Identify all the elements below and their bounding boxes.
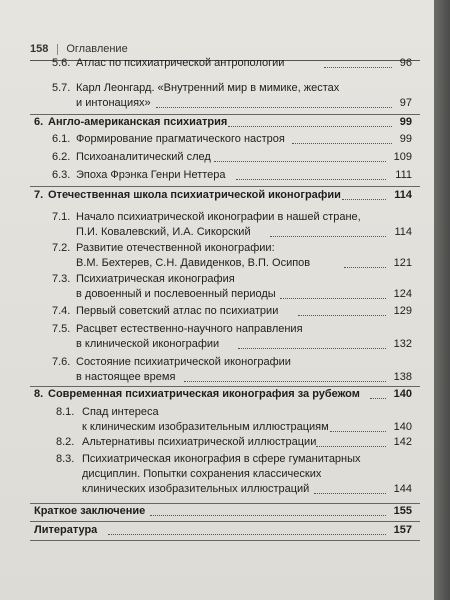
entry-number: 7.6. xyxy=(52,356,71,368)
dot-leader xyxy=(108,533,386,535)
entry-title-line-1: Спад интереса xyxy=(82,406,159,418)
entry-title-line-2: в настоящее время xyxy=(76,371,176,383)
entry-title: Первый советский атлас по психиатрии xyxy=(76,305,279,317)
entry-number: 7.3. xyxy=(52,273,71,285)
section-divider xyxy=(30,186,420,187)
entry-number: 6.3. xyxy=(52,169,71,181)
entry-title-line-1: Состояние психиатрической иконографии xyxy=(76,356,291,368)
entry-page: 132 xyxy=(393,338,412,350)
entry-title-line-1: Развитие отечественной иконографии: xyxy=(76,242,275,254)
entry-title-line-1: Начало психиатрической иконографии в нашей стране, xyxy=(76,211,361,223)
chapter-page: 99 xyxy=(399,116,412,128)
entry-number: 6.2. xyxy=(52,151,71,163)
header-page-number: 158 xyxy=(30,43,49,55)
section-divider xyxy=(30,386,420,387)
entry-title-line-2: П.И. Ковалевский, И.А. Сикорский xyxy=(76,226,251,238)
dot-leader xyxy=(270,235,386,237)
entry-number: 7.1. xyxy=(52,211,71,223)
section-page: 157 xyxy=(393,524,412,536)
entry-title: Альтернативы психиатрической иллюстрации xyxy=(82,436,317,448)
chapter-page: 114 xyxy=(394,189,412,201)
entry-title-line-1: Психиатрическая иконография xyxy=(76,273,235,285)
entry-title: Эпоха Фрэнка Генри Неттера xyxy=(76,169,226,181)
chapter-number: 6. xyxy=(34,116,44,128)
entry-number: 5.6. xyxy=(52,57,71,69)
entry-number: 8.3. xyxy=(56,453,75,465)
entry-title-line-2: в довоенный и послевоенный периоды xyxy=(76,288,276,300)
dot-leader xyxy=(214,160,386,162)
dot-leader xyxy=(150,514,386,516)
entry-title-line-1: Карл Леонгард. «Внутренний мир в мимике, жестах xyxy=(76,82,340,94)
entry-title-line-1: Расцвет естественно-научного направления xyxy=(76,323,303,335)
entry-number: 7.5. xyxy=(52,323,71,335)
entry-title-line-2: к клиническим изобразительным иллюстрациям xyxy=(82,421,329,433)
entry-page: 121 xyxy=(393,257,412,269)
dot-leader xyxy=(184,380,386,382)
dot-leader xyxy=(280,297,386,299)
section-divider xyxy=(30,114,420,115)
entry-title-line-2: и интонациях» xyxy=(76,97,151,109)
entry-number: 6.1. xyxy=(52,133,71,145)
entry-title-line-1: Психиатрическая иконография в сфере гуманитарных xyxy=(82,453,361,465)
entry-title-line-2: дисциплин. Попытки сохранения классических xyxy=(82,468,322,480)
entry-number: 8.2. xyxy=(56,436,75,448)
entry-title-line-3: клинических изобразительных иллюстраций xyxy=(82,483,310,495)
dot-leader xyxy=(324,66,392,68)
entry-title-line-2: в клинической иконографии xyxy=(76,338,220,350)
entry-title: Атлас по психиатрической антропологии xyxy=(76,57,285,69)
dot-leader xyxy=(298,314,386,316)
entry-page: 144 xyxy=(393,483,412,495)
section-title: Литература xyxy=(34,524,98,536)
section-divider xyxy=(30,503,420,504)
dot-leader xyxy=(236,178,386,180)
book-spine-shadow xyxy=(434,0,450,600)
dot-leader xyxy=(292,142,392,144)
section-divider xyxy=(30,521,420,522)
entry-page: 97 xyxy=(399,97,412,109)
entry-number: 5.7. xyxy=(52,82,71,94)
dot-leader xyxy=(156,106,392,108)
chapter-title: Отечественная школа психиатрической иконографии xyxy=(48,189,341,201)
dot-leader xyxy=(370,397,386,399)
entry-page: 140 xyxy=(393,421,412,433)
entry-title: Психоаналитический след xyxy=(76,151,211,163)
entry-page: 138 xyxy=(393,371,412,383)
dot-leader xyxy=(314,492,386,494)
entry-number: 7.4. xyxy=(52,305,71,317)
dot-leader xyxy=(344,266,386,268)
entry-page: 124 xyxy=(393,288,412,300)
entry-title-line-2: В.М. Бехтерев, С.Н. Давиденков, В.П. Осипов xyxy=(76,257,311,269)
chapter-page: 140 xyxy=(393,388,412,400)
entry-page: 129 xyxy=(393,305,412,317)
entry-number: 8.1. xyxy=(56,406,75,418)
header-section-title: Оглавление xyxy=(66,43,128,55)
entry-page: 111 xyxy=(395,169,412,181)
entry-page: 109 xyxy=(393,151,412,163)
section-divider xyxy=(30,540,420,541)
section-title: Краткое заключение xyxy=(34,505,146,517)
chapter-title: Современная психиатрическая иконография за рубежом xyxy=(48,388,360,400)
dot-leader xyxy=(238,347,386,349)
entry-page: 142 xyxy=(393,436,412,448)
entry-title: Формирование прагматического настроя xyxy=(76,133,285,145)
dot-leader xyxy=(316,445,386,447)
chapter-number: 7. xyxy=(34,189,44,201)
dot-leader xyxy=(228,125,392,127)
chapter-title: Англо-американская психиатрия xyxy=(48,116,228,128)
dot-leader xyxy=(342,198,386,200)
entry-page: 114 xyxy=(394,226,412,238)
chapter-number: 8. xyxy=(34,388,44,400)
section-page: 155 xyxy=(393,505,412,517)
entry-page: 99 xyxy=(399,133,412,145)
entry-page: 96 xyxy=(399,57,412,69)
dot-leader xyxy=(330,430,386,432)
entry-number: 7.2. xyxy=(52,242,71,254)
